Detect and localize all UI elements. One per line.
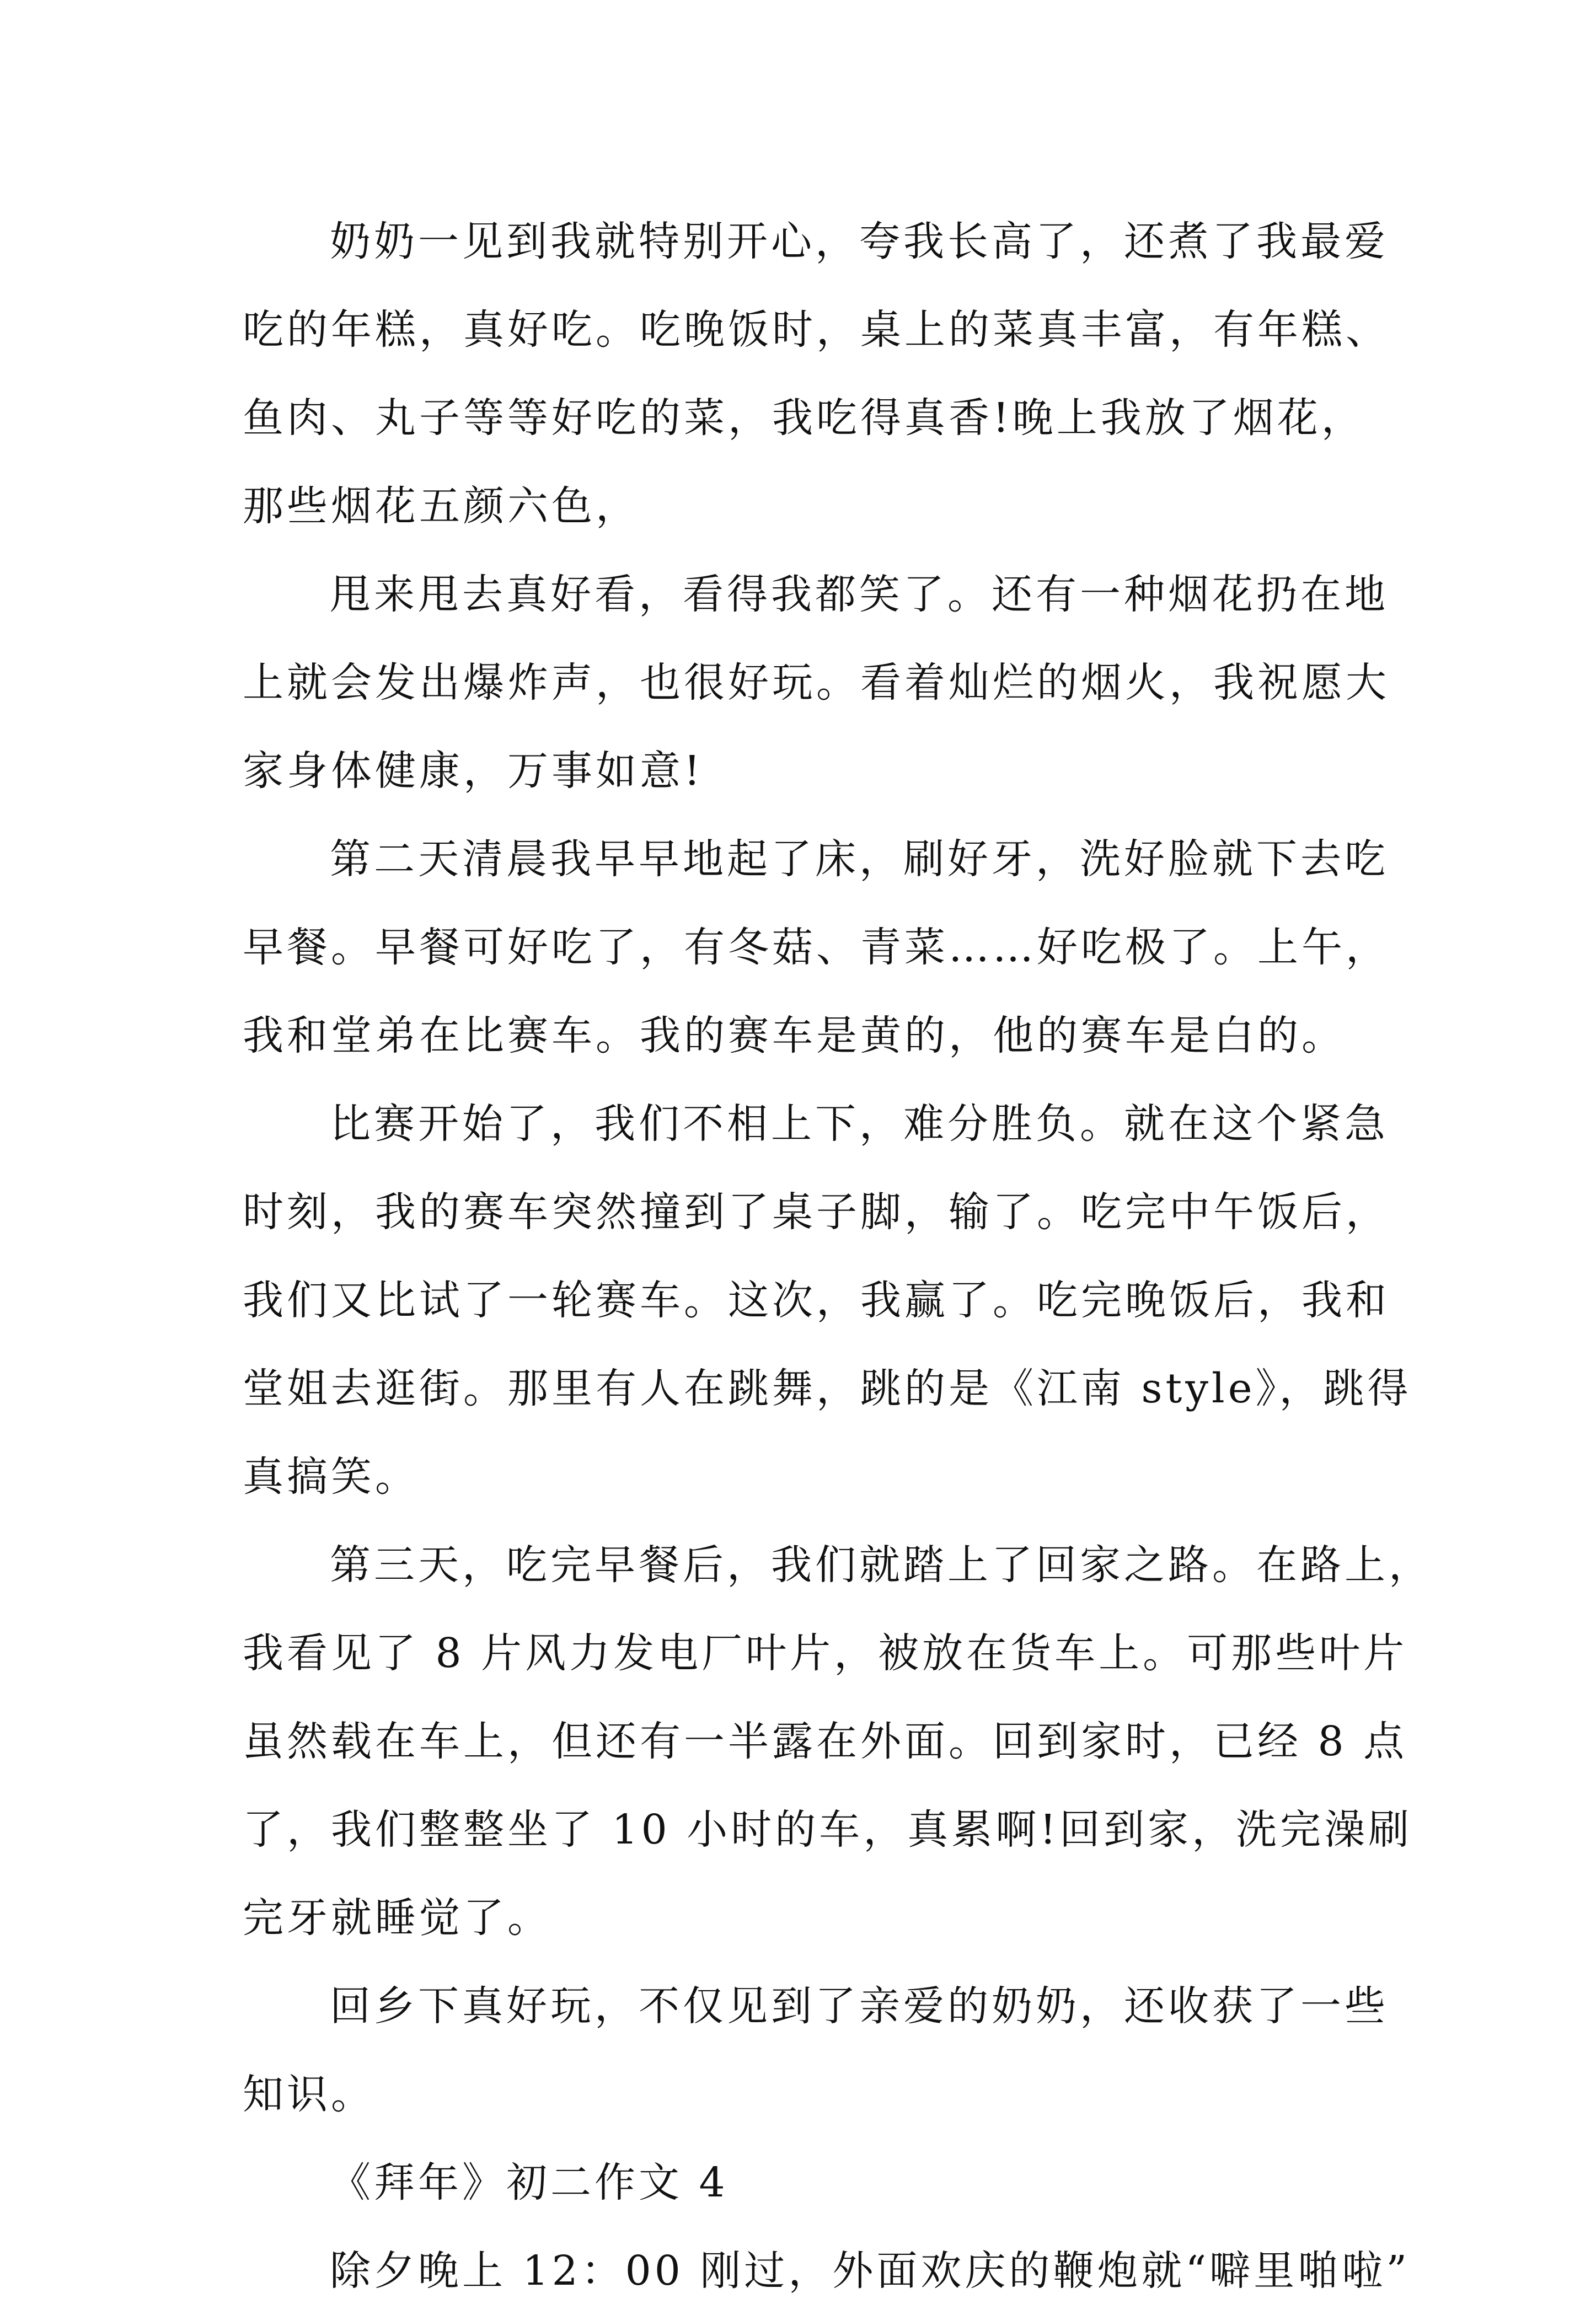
text-line: 了，我们整整坐了 10 小时的车，真累啊!回到家，洗完澡刷 xyxy=(243,1806,1412,1853)
text-line: 堂姐去逛街。那里有人在跳舞，跳的是《江南 style》，跳得 xyxy=(243,1365,1412,1412)
text-line: 奶奶一见到我就特别开心，夸我长高了，还煮了我最爱 xyxy=(330,218,1389,265)
text-line: 那些烟花五颜六色， xyxy=(243,483,640,530)
text-line: 我看见了 8 片风力发电厂叶片，被放在货车上。可那些叶片 xyxy=(243,1630,1408,1677)
body-text xyxy=(243,197,1433,2315)
text-line: 我和堂弟在比赛车。我的赛车是黄的，他的赛车是白的。 xyxy=(243,1012,1346,1059)
text-line: 知识。 xyxy=(243,2071,375,2118)
text-line: 比赛开始了，我们不相上下，难分胜负。就在这个紧急 xyxy=(330,1100,1389,1148)
text-line: 完牙就睡觉了。 xyxy=(243,1894,551,1942)
text-line: 吃的年糕，真好吃。吃晚饭时，桌上的菜真丰富，有年糕、 xyxy=(243,306,1390,353)
text-line: 上就会发出爆炸声，也很好玩。看着灿烂的烟火，我祝愿大 xyxy=(243,659,1390,706)
text-line: 回乡下真好玩，不仅见到了亲爱的奶奶，还收获了一些 xyxy=(330,1982,1389,2030)
section-heading: 《拜年》初二作文 4 xyxy=(330,2159,729,2206)
text-line: 第三天，吃完早餐后，我们就踏上了回家之路。在路上， xyxy=(330,1541,1433,1589)
text-line: 虽然载在车上，但还有一半露在外面。回到家时，已经 8 点 xyxy=(243,1718,1408,1765)
text-line: 家身体健康，万事如意! xyxy=(243,747,704,795)
text-line: 鱼肉、丸子等等好吃的菜，我吃得真香!晚上我放了烟花， xyxy=(243,394,1365,442)
text-line: 我们又比试了一轮赛车。这次，我赢了。吃完晚饭后，我和 xyxy=(243,1277,1390,1324)
text-line: 时刻，我的赛车突然撞到了桌子脚，输了。吃完中午饭后， xyxy=(243,1188,1390,1236)
text-line: 第二天清晨我早早地起了床，刷好牙，洗好脸就下去吃 xyxy=(330,835,1389,883)
text-line: 真搞笑。 xyxy=(243,1453,419,1501)
text-line: 早餐。早餐可好吃了，有冬菇、青菜……好吃极了。上午， xyxy=(243,924,1390,971)
text-line: 甩来甩去真好看，看得我都笑了。还有一种烟花扔在地 xyxy=(330,571,1389,618)
text-line: 除夕晚上 12：00 刚过，外面欢庆的鞭炮就“噼里啪啦” xyxy=(330,2247,1411,2295)
